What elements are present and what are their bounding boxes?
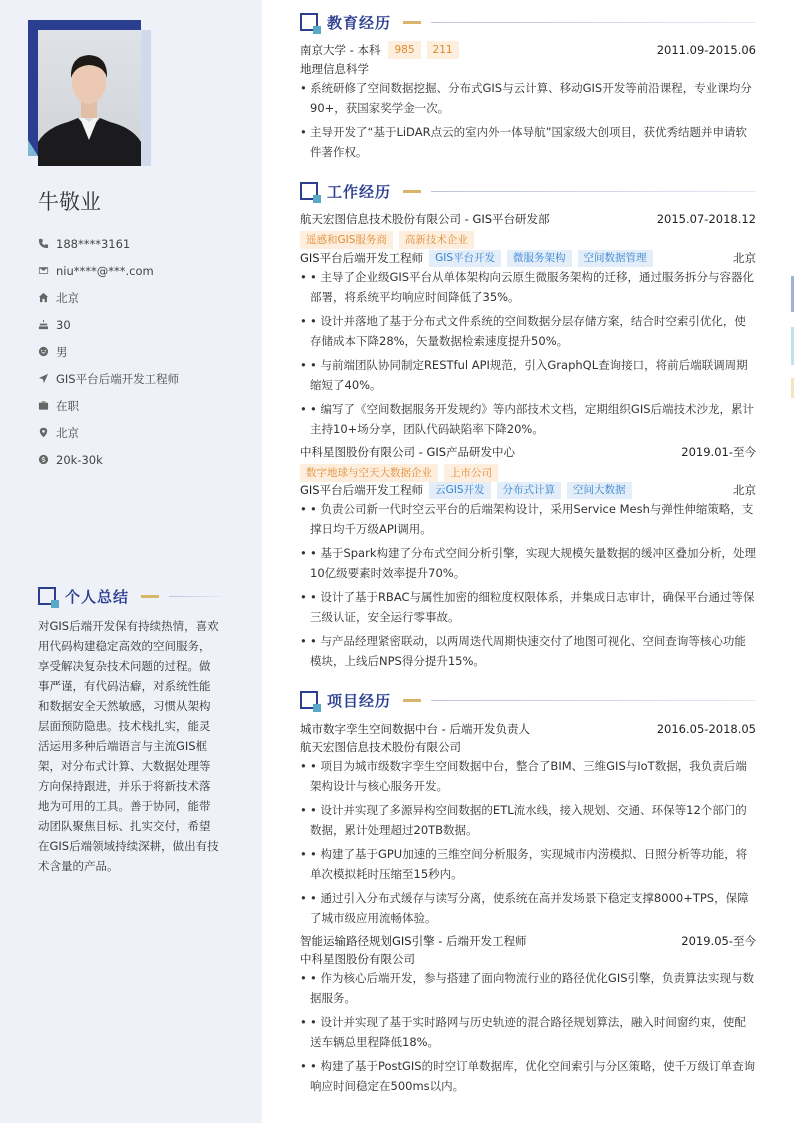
company-tag: 上市公司 (444, 464, 498, 482)
sidebar (0, 0, 262, 1123)
job-date: 2019.01-至今 (681, 445, 756, 459)
salary-value: 20k-30k (56, 452, 103, 467)
cake-icon (38, 319, 56, 330)
phone-value: 188****3161 (56, 236, 131, 251)
candidate-name: 牛敬业 (38, 190, 101, 214)
list-item: • • 设计并实现了多源异构空间数据的ETL流水线，接入规划、交通、环保等12个部门的数据，累计处理超过20TB数据。 (300, 800, 756, 840)
list-item: • • 编写了《空间数据服务开发规约》等内部技术文档，定期组织GIS后端技术沙龙，累计主持10+场分享，团队代码缺陷率下降20%。 (300, 399, 756, 439)
summary-section-header (38, 585, 222, 607)
job-header-row (300, 443, 756, 461)
skill-tag: 微服务架构 (507, 250, 572, 267)
position-row (38, 365, 179, 392)
hometown-value: 北京 (56, 290, 79, 305)
major-row (300, 60, 756, 78)
project-header-row (300, 932, 756, 950)
company-tags (300, 464, 756, 482)
school-name: 南京大学 - 本科 (300, 43, 381, 57)
money-icon (38, 454, 56, 465)
list-item: • • 主导了企业级GIS平台从单体架构向云原生微服务架构的迁移，通过服务拆分与容器化部署，将系统平均响应时间降低了35%。 (300, 267, 756, 307)
company-tag: 高新技术企业 (399, 231, 474, 249)
work-section-header (300, 180, 756, 202)
project-company-row (300, 738, 756, 756)
location-pin-icon (38, 427, 56, 438)
list-item: • 主导开发了“基于LiDAR点云的室内外一体导航”国家级大创项目，获优秀结题并申请软件著作权。 (300, 122, 756, 162)
education-header-row (300, 41, 756, 59)
section-accent-bar (403, 21, 421, 24)
education-section-header (300, 11, 756, 33)
salary-row (38, 446, 179, 473)
role-row (300, 481, 756, 499)
list-item: • • 设计了基于RBAC与属性加密的细粒度权限体系，并集成日志审计，确保平台通过等保三级认证，安全运行零事故。 (300, 587, 756, 627)
company-tag: 数字地球与空天大数据企业 (300, 464, 438, 482)
company-name: 中科星图股份有限公司 - GIS产品研发中心 (300, 445, 516, 459)
project-date: 2019.05-至今 (681, 934, 756, 948)
send-icon (38, 373, 56, 384)
list-item: • • 作为核心后端开发，参与搭建了面向物流行业的路径优化GIS引擎，负责算法实现与数据服务。 (300, 968, 756, 1008)
skill-tag: 空间数据管理 (578, 250, 653, 267)
skill-tag: 分布式计算 (497, 482, 562, 499)
job-bullets (300, 499, 756, 675)
project-date: 2016.05-2018.05 (656, 722, 756, 736)
list-item: • • 设计并落地了基于分布式文件系统的空间数据分层存储方案，结合时空索引优化，使存储成本下降28%，矢量数据检索速度提升50%。 (300, 311, 756, 351)
school-tag: 211 (427, 41, 459, 59)
position-value: GIS平台后端开发工程师 (56, 371, 180, 386)
gender-row (38, 338, 179, 365)
project-bullets (300, 968, 756, 1100)
work-title: 工作经历 (327, 182, 392, 201)
home-icon (38, 292, 56, 303)
summary-text: 对GIS后端开发保有持续热情，喜欢用代码构建稳定高效的空间服务，享受解决复杂技术问题的过程。做事严谨，有代码洁癖，对系统性能和数据安全天然敏感，习惯从架构层面预防隐患。技术栈扎实，能灵活运用多种后端语言与主流GIS框架，对分布式计算、大数据处理等方向保持跟进，并乐于将新技术落地为可用的工具。善于协同，能带动团队聚焦目标、扎实交付，希望在GIS后端领域持续深耕，做出有技术含量的产品。 (38, 619, 219, 873)
status-row (38, 392, 179, 419)
list-item: • • 与前端团队协同制定RESTful API规范，引入GraphQL查询接口，将前后端联调周期缩短了40%。 (300, 355, 756, 395)
city-value: 北京 (56, 425, 79, 440)
company-tags (300, 231, 756, 249)
list-item: • • 构建了基于PostGIS的时空订单数据库，优化空间索引与分区策略，使千万级订单查询响应时间稳定在500ms以内。 (300, 1056, 756, 1096)
section-square-icon (300, 691, 318, 709)
email-row (38, 257, 179, 284)
project-company: 中科星图股份有限公司 (300, 952, 415, 966)
skill-tag: 云GIS开发 (429, 482, 490, 499)
list-item: • 系统研修了空间数据挖掘、分布式GIS与云计算、移动GIS开发等前沿课程，专业课均分90+，获国家奖学金一次。 (300, 78, 756, 118)
photo-accent (28, 140, 38, 156)
phone-icon (38, 238, 56, 249)
education-date: 2011.09-2015.06 (656, 43, 756, 57)
list-item: • • 与产品经理紧密联动，以两周迭代周期快速交付了地图可视化、空间查询等核心功能模块，上线后NPS得分提升15%。 (300, 631, 756, 671)
section-square-icon (38, 587, 56, 605)
email-icon (38, 265, 56, 276)
skill-tag: 空间大数据 (567, 482, 632, 499)
list-item: • • 项目为城市级数字孪生空间数据中台，整合了BIM、三维GIS与IoT数据，我负责后端架构设计与核心服务开发。 (300, 756, 756, 796)
section-accent-bar (403, 190, 421, 193)
avatar (38, 30, 141, 166)
company-tag: 遥感和GIS服务商 (300, 231, 393, 249)
city-row (38, 419, 179, 446)
list-item: • • 负责公司新一代时空云平台的后端架构设计，采用Service Mesh与弹性伸缩策略，支撑日均千万级API调用。 (300, 499, 756, 539)
project-name: 智能运输路径规划GIS引擎 - 后端开发工程师 (300, 934, 527, 948)
list-item: • • 设计并实现了基于实时路网与历史轨迹的混合路径规划算法，融入时间窗约束，使配送车辆总里程降低18%。 (300, 1012, 756, 1052)
list-item: • • 基于Spark构建了分布式空间分析引擎，实现大规模矢量数据的缓冲区叠加分析，处理10亿级要素时效率提升70%。 (300, 543, 756, 583)
education-bullets (300, 78, 756, 166)
job-role: GIS平台后端开发工程师 (300, 483, 424, 497)
section-divider (431, 700, 756, 701)
project-bullets (300, 756, 756, 932)
job-city: 北京 (733, 483, 756, 497)
project-title: 项目经历 (327, 691, 392, 710)
education-title: 教育经历 (327, 13, 392, 32)
section-accent-bar (141, 595, 159, 598)
section-divider (431, 22, 756, 23)
photo-shadow (141, 30, 151, 166)
section-square-icon (300, 182, 318, 200)
status-value: 在职 (56, 398, 79, 413)
phone-row (38, 230, 179, 257)
company-name: 航天宏图信息技术股份有限公司 - GIS平台研发部 (300, 212, 550, 226)
job-bullets (300, 267, 756, 443)
list-item: • • 通过引入分布式缓存与读写分离，使系统在高并发场景下稳定支撑8000+TPS，保障了城市级应用流畅体验。 (300, 888, 756, 928)
job-city: 北京 (733, 251, 756, 265)
project-section-header (300, 689, 756, 711)
major: 地理信息科学 (300, 62, 369, 76)
age-value: 30 (56, 317, 71, 332)
gender-value: 男 (56, 344, 68, 359)
section-accent-bar (403, 699, 421, 702)
briefcase-icon (38, 400, 56, 411)
job-header-row (300, 210, 756, 228)
hometown-row (38, 284, 179, 311)
job-date: 2015.07-2018.12 (656, 212, 756, 226)
email-value: niu****@***.com (56, 263, 154, 278)
school-tag: 985 (388, 41, 420, 59)
skill-tag: GIS平台开发 (429, 250, 501, 267)
job-role: GIS平台后端开发工程师 (300, 251, 424, 265)
list-item: • • 构建了基于GPU加速的三维空间分析服务，实现城市内涝模拟、日照分析等功能，将单次模拟耗时压缩至15秒内。 (300, 844, 756, 884)
face-icon (38, 346, 56, 357)
project-header-row (300, 720, 756, 738)
contact-info (38, 230, 179, 473)
section-divider (169, 596, 222, 597)
role-row (300, 249, 756, 267)
summary-title: 个人总结 (65, 587, 130, 606)
project-company-row (300, 950, 756, 968)
section-square-icon (300, 13, 318, 31)
age-row (38, 311, 179, 338)
section-divider (431, 191, 756, 192)
project-name: 城市数字孪生空间数据中台 - 后端开发负责人 (300, 722, 530, 736)
project-company: 航天宏图信息技术股份有限公司 (300, 740, 461, 754)
